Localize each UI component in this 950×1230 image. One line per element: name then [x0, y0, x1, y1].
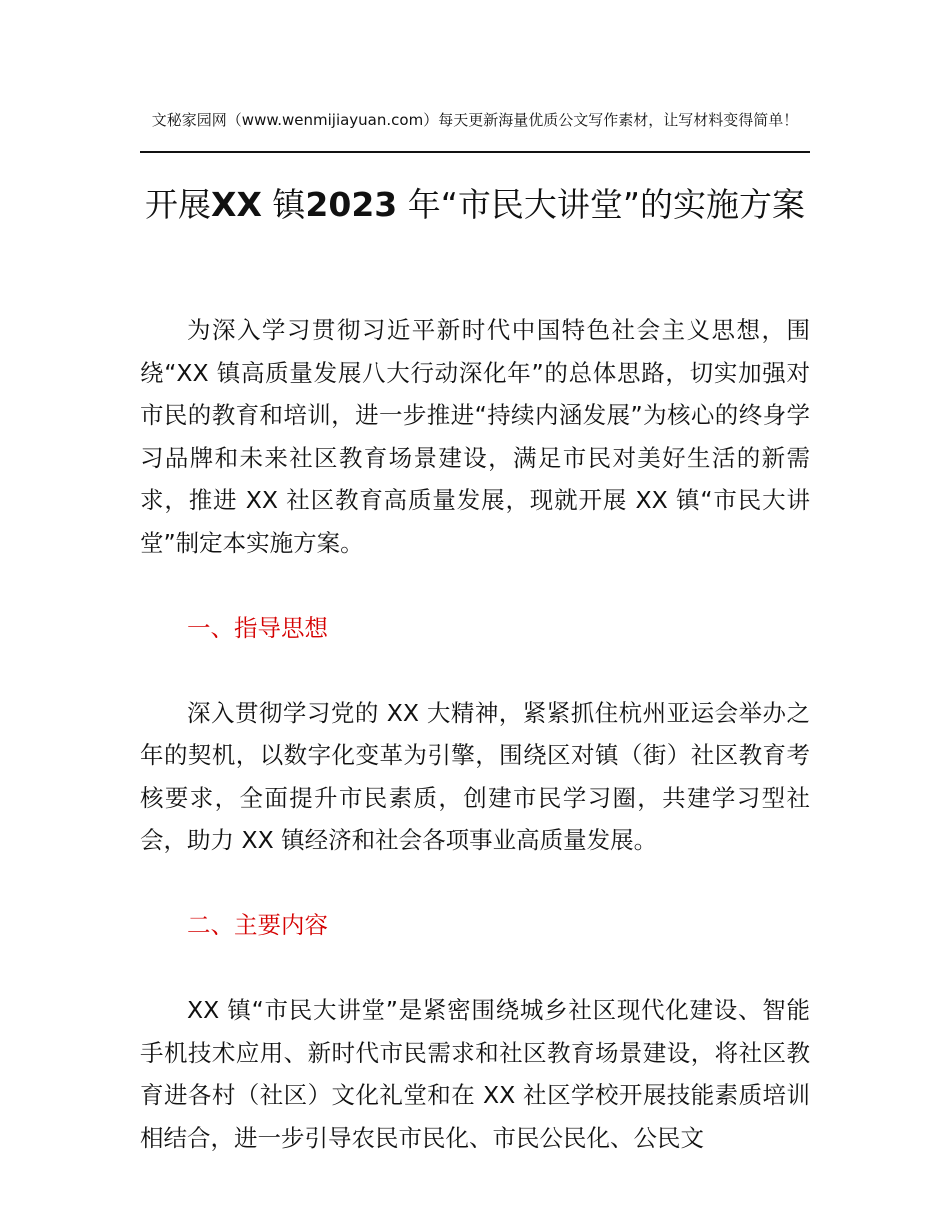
section-heading-main-content: 二、主要内容 [187, 911, 328, 939]
title-mid: 镇 [272, 185, 306, 224]
section-guiding-ideology-paragraph: 深入贯彻学习党的 XX 大精神，紧紧抓住杭州亚运会举办之年的契机，以数字化变革为引擎，围绕区对镇（街）社区教育考核要求，全面提升市民素质，创建市民学习圈，共建学习型社会，助力 XX 镇经济和社会各项事业高质量发展。 [140, 698, 810, 854]
document-title [110, 183, 840, 227]
document-body [140, 309, 810, 1159]
section-main-content-paragraph: XX 镇“市民大讲堂”是紧密围绕城乡社区现代化建设、智能手机技术应用、新时代市民需求和社区教育场景建设，将社区教育进各村（社区）文化礼堂和在 XX 社区学校开展技能素质培训相结合，进一步引导农民市民化、市民公民化、公民文 [140, 996, 810, 1152]
section-heading-guiding-ideology: 一、指导思想 [187, 613, 328, 642]
header-text: 文秘家园网（www.wenmijiayuan.com）每天更新海量优质公文写作素材，让写材料变得简单！ [151, 111, 799, 129]
title-suffix: 年“市民大讲堂”的实施方案 [407, 185, 805, 224]
spacer [140, 649, 810, 692]
intro-paragraph: 为深入学习贯彻习近平新时代中国特色社会主义思想，围绕“XX 镇高质量发展八大行动深化年”的总体思路，切实加强对市民的教育和培训，进一步推进“持续内涵发展”为核心的终身学习品牌和未来社区教育场景建设，满足市民对美好生活的新需求，推进 XX 社区教育高质量发展，现就开展 XX 镇“市民大讲堂”制定本实施方案。 [140, 316, 810, 557]
title-prefix: 开展 [145, 185, 212, 224]
spacer [140, 947, 810, 990]
page-header [140, 110, 810, 130]
header-divider [140, 151, 810, 153]
title-xx: XX [211, 185, 262, 224]
spacer [140, 564, 810, 607]
title-year: 2023 [305, 185, 398, 224]
spacer [140, 862, 810, 905]
